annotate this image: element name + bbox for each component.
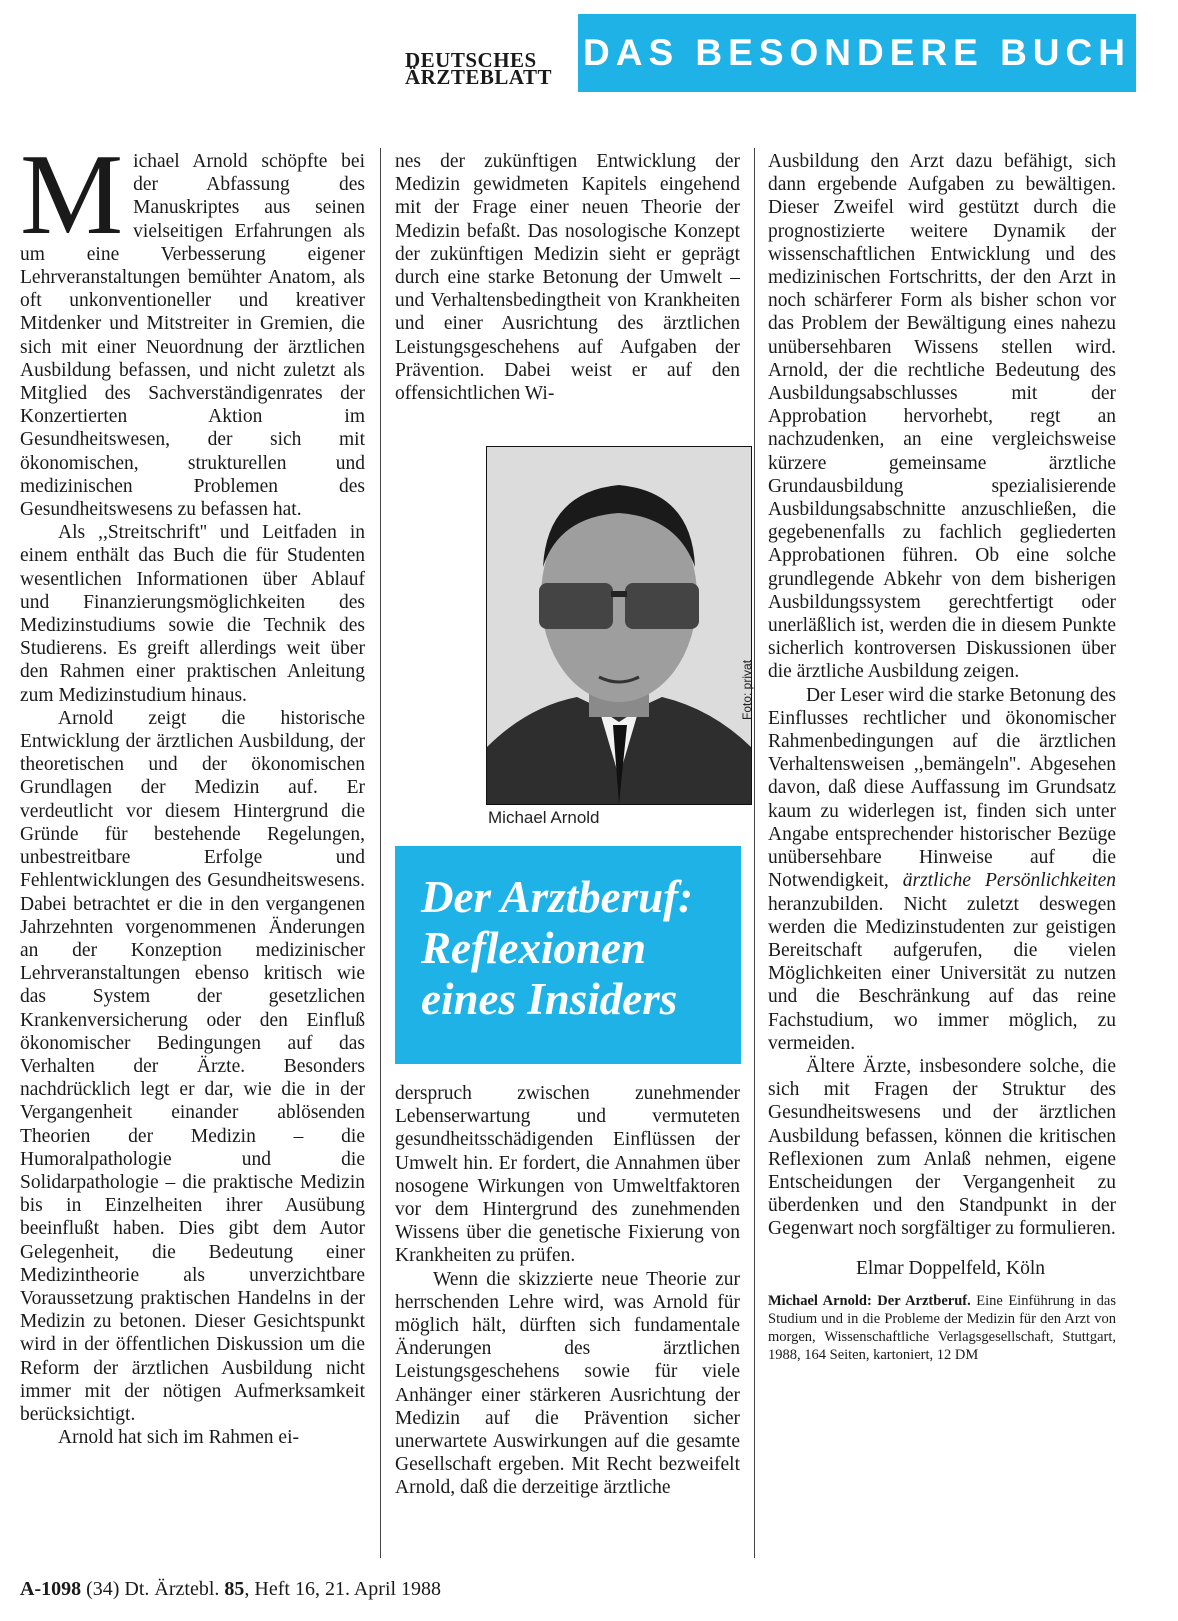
headline-line: Der Arztberuf: (421, 872, 694, 922)
article-column-2-bottom (395, 1082, 740, 1500)
paragraph: Ältere Ärzte, insbesondere solche, die sich mit Fragen der Struktur des Gesundheitswesens und der ärztlichen Ausbildung befassen, können die kritischen Reflexionen zum Anlaß nehmen, eigene Entscheidungen der Vergangenheit zu überdenken und den Standpunkt in der Gegenwart noch sorgfältiger zu formulieren. (768, 1055, 1116, 1240)
masthead-line2: ÄRZTEBLATT (405, 65, 552, 89)
article-column-2-top (395, 150, 740, 405)
headline-line: Reflexionen (421, 923, 646, 973)
masthead (405, 48, 565, 89)
book-info (768, 1292, 1116, 1364)
column-divider (754, 148, 755, 1558)
photo-credit: Foto: privat (740, 659, 754, 720)
photo-caption: Michael Arnold (488, 808, 600, 827)
section-title: DAS BESONDERE BUCH (578, 14, 1136, 92)
headline-line: eines Insiders (421, 974, 678, 1024)
paragraph-text: heranzubilden. Nicht zuletzt deswegen werden die Medizinstudenten zur geistigen Bereitschaft aufgerufen, die vielen Möglichkeiten einer Universität zu nutzen und die Beschränkung auf das reine Fachstudium, wo immer möglich, zu vermeiden. (768, 893, 1116, 1054)
book-title: Michael Arnold: Der Arztberuf. (768, 1292, 971, 1309)
paragraph: derspruch zwischen zunehmender Lebenserwartung und vermuteten gesundheitsschädigenden Einflüssen der Umwelt hin. Er fordert, die Annahmen über nosogene Wirkungen von Umweltfaktoren vor dem Hintergrund des zunehmenden Wissens über die genetische Fixierung von Krankheiten zu prüfen. (395, 1083, 740, 1267)
article-column-3 (768, 150, 1116, 1364)
emphasis-text: ärztliche Persönlichkeiten (902, 870, 1116, 892)
paragraph: Arnold zeigt die historische Entwicklung der ärztlichen Ausbildung, der theoretischen und der ökonomischen Grundlagen der Medizin auf. Er verdeutlicht vor diesem Hintergrund die Gründe für bestehende Regelungen, unbestreitbare Erfolge und Fehlentwicklungen des Gesundheitswesens. Dabei betrachtet er die in den vergangenen Jahrzehnten vorgenommenen Änderungen an der Konzeption medizinischer Lehrveranstaltungen ebenso kritisch wie das System der gesetzlichen Krankenversicherung oder den Einfluß ökonomischer Bedingungen auf das Verhalten der Ärzte. Besonders nachdrücklich legt er dar, wie die in der Vergangenheit einander ablösenden Theorien der Medizin – die Humoralpathologie und die Solidarpathologie – die praktische Medizin bis in Einzelheiten ihrer Ausübung beeinflußt haben. Dies gibt dem Autor Gelegenheit, die Bedeutung einer Medizintheorie als unverzichtbare Voraussetzung praktischen Handelns in der Medizin zu betonen. Dieser Gesichtspunkt wird in der öffentlichen Diskussion um die Reform der ärztlichen Ausbildung nicht immer mit der nötigen Aufmerksamkeit berücksichtigt. (20, 707, 365, 1425)
paragraph-text: Der Leser wird die starke Betonung des Einflusses rechtlicher und ökonomischer Rahmenbedingungen auf die ärztlichen Verhaltensweisen ,,bemängeln''. Abgesehen davon, daß diese Auffassung im Grundsatz kaum zu widerlegen ist, finden sich unter Angabe entsprechender historischer Bezüge unübersehbare Hinweise auf die Notwendigkeit, (768, 684, 1116, 892)
paragraph: Als ,,Streitschrift'' und Leitfaden in einem enthält das Buch die für Studenten wesentlichen Informationen über Ablauf und Finanzierungsmöglichkeiten des Medizinstudiums sowie die Technik des Studierens. Es greift allerdings weit über den Rahmen einer praktischen Anleitung zum Medizinstudium hinaus. (20, 522, 365, 706)
paragraph (768, 684, 1116, 1055)
book-details: Eine Einführung in das Studium und in die Probleme der Medizin für den Arzt von morgen, Wissenschaftliche Verlagsgesellschaft, Stuttgart, 1988, 164 Seiten, kartoniert, 12 DM (768, 1292, 1116, 1363)
page-footer (20, 1578, 441, 1601)
article-column-1 (20, 131, 365, 1449)
volume-number: 85 (224, 1578, 245, 1600)
paragraph: Ausbildung den Arzt dazu befähigt, sich dann ergebende Aufgaben zu bewältigen. Dieser Zweifel wird gestützt durch die prognostizierte weitere Dynamik der wissenschaftlichen Entwicklung und des medizinischen Fortschritts, der den Arzt in noch schärferer Form als bisher schon vor das Problem der Bewältigung eines nahezu unübersehbaren Wissens stellen wird. Arnold, der die rechtliche Bedeutung des Ausbildungsabschlusses mit der Approbation hervorhebt, regt an nachzudenken, an eine vergleichsweise kürzere gemeinsame ärztliche Grundausbildung spezialisierende Ausbildungsabschnitte anzuschließen, die gegebenenfalls zu fachlich gegliederten Approbationen führen. Ob eine solche grundlegende Abkehr von dem bisherigen Ausbildungssystem gerechtfertigt oder unerläßlich ist, werden die in diesem Punkte sicherlich kontroversen Diskussionen über die ärztliche Ausbildung zeigen. (768, 151, 1116, 683)
dropcap: M (20, 131, 124, 259)
paragraph: Arnold hat sich im Rahmen ei- (58, 1427, 299, 1449)
column-divider (380, 148, 381, 1558)
masthead-line1: DEUTSCHES (405, 48, 537, 72)
portrait-image (487, 447, 751, 804)
author-photo (486, 446, 752, 805)
paragraph (20, 131, 365, 521)
headline-box (395, 846, 741, 1064)
paragraph: Wenn die skizzierte neue Theorie zur herrschenden Lehre wird, was Arnold für möglich hält, dürften sich fundamentale Änderungen des ärztlichen Leistungsgeschehens sowie für viele Anhänger einer stärkeren Ausrichtung der Medizin auf die Prävention sicher unerwartete Auswirkungen auf die gesamte Gesellschaft ergeben. Mit Recht bezweifelt Arnold, daß die derzeitige ärztliche (395, 1268, 740, 1499)
page-number: A-1098 (20, 1578, 82, 1600)
footer-text: (34) Dt. Ärztebl. (81, 1578, 225, 1600)
paragraph-text: ichael Arnold schöpfte bei der Abfassung des Manuskriptes aus seinen vielseitigen Erfahrungen als um eine Verbesserung eigener Lehrveranstaltungen bemühter Anatom, als oft unkonventioneller und kreativer Mitdenker und Mitstreiter in Gremien, die sich mit einer Neuordnung der ärztlichen Ausbildung befassen, und nicht zuletzt als Mitglied des Sachverständigenrates der Konzertierten Aktion im Gesundheitswesen, der sich mit ökonomischen, strukturellen und medizinischen Problemen des Gesundheitswesens zu befassen hat. (20, 151, 365, 521)
article-headline (421, 872, 693, 1025)
author-signature: Elmar Doppelfeld, Köln (856, 1257, 1045, 1279)
footer-text: , Heft 16, 21. April 1988 (244, 1578, 442, 1600)
paragraph: nes der zukünftigen Entwicklung der Medizin gewidmeten Kapitels eingehend mit der Frage einer neuen Theorie der Medizin befaßt. Das nosologische Konzept der zukünftigen Medizin sieht er geprägt durch eine starke Betonung der Umwelt – und Verhaltensbedingtheit von Krankheiten und einer Ausrichtung des ärztlichen Leistungsgeschehens auf Aufgaben der Prävention. Dabei weist er auf den offensichtlichen Wi- (395, 151, 740, 405)
